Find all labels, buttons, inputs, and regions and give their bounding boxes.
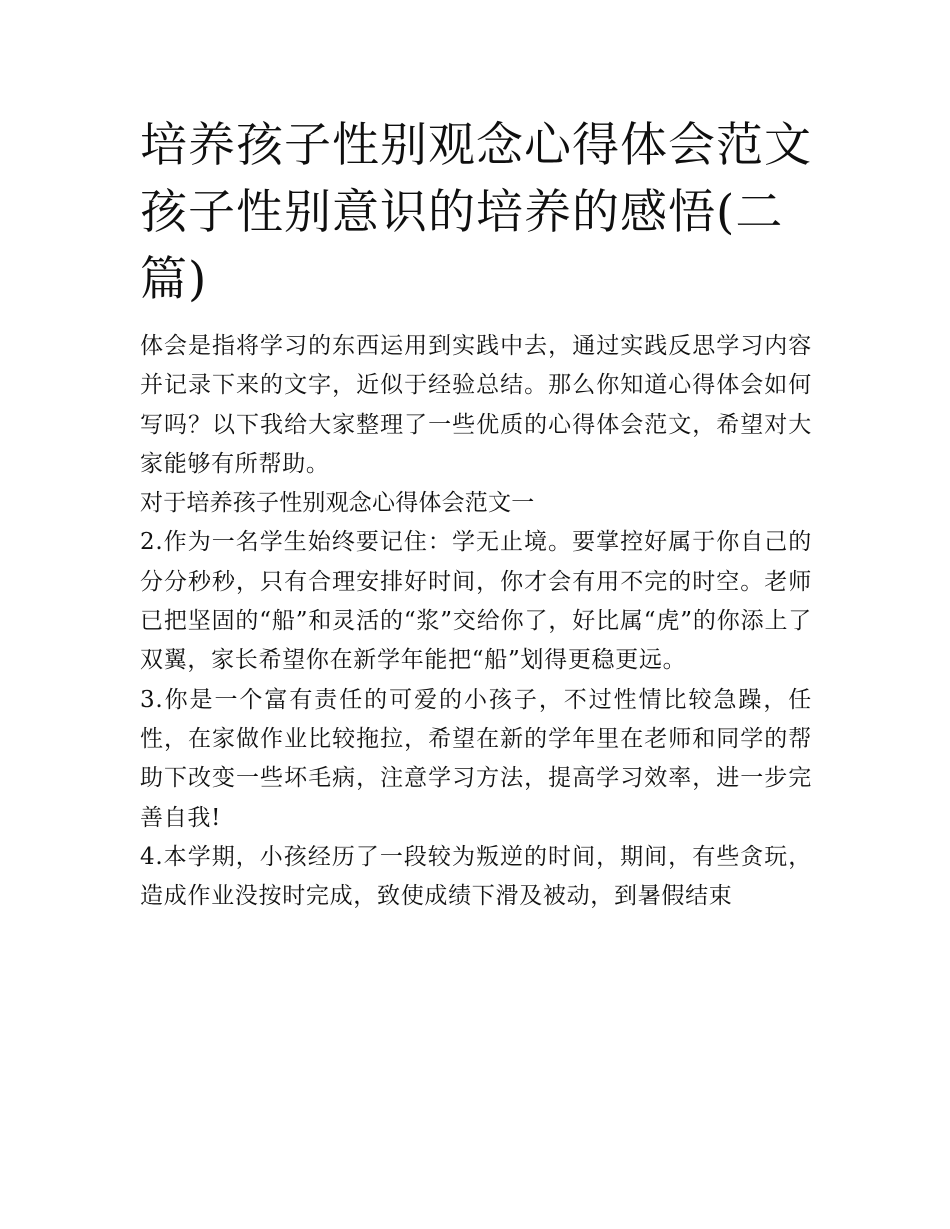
document-content bbox=[140, 112, 812, 916]
intro-paragraph: 体会是指将学习的东西运用到实践中去，通过实践反思学习内容并记录下来的文字，近似于经验总结。那么你知道心得体会如何写吗？以下我给大家整理了一些优质的心得体会范文，希望对大家能够有所帮助。 bbox=[140, 333, 812, 477]
list-item-2: 2.作为一名学生始终要记住：学无止境。要掌控好属于你自己的分分秒秒，只有合理安排好时间，你才会有用不完的时空。老师已把坚固的“船”和灵活的“浆”交给你了，好比属“虎”的你添上了双翼，家长希望你在新学年能把“船”划得更稳更远。 bbox=[140, 529, 812, 674]
list-item-4: 4.本学期，小孩经历了一段较为叛逆的时间，期间，有些贪玩，造成作业没按时完成，致使成绩下滑及被动，到暑假结束 bbox=[140, 843, 812, 910]
section-heading: 对于培养孩子性别观念心得体会范文一 bbox=[140, 490, 535, 517]
document-title: 培养孩子性别观念心得体会范文 孩子性别意识的培养的感悟(二篇) bbox=[140, 118, 812, 307]
document-body bbox=[140, 327, 812, 916]
list-item-3: 3.你是一个富有责任的可爱的小孩子，不过性情比较急躁，任性，在家做作业比较拖拉，希望在新的学年里在老师和同学的帮助下改变一些坏毛病，注意学习方法，提高学习效率，进一步完善自我! bbox=[140, 686, 812, 831]
